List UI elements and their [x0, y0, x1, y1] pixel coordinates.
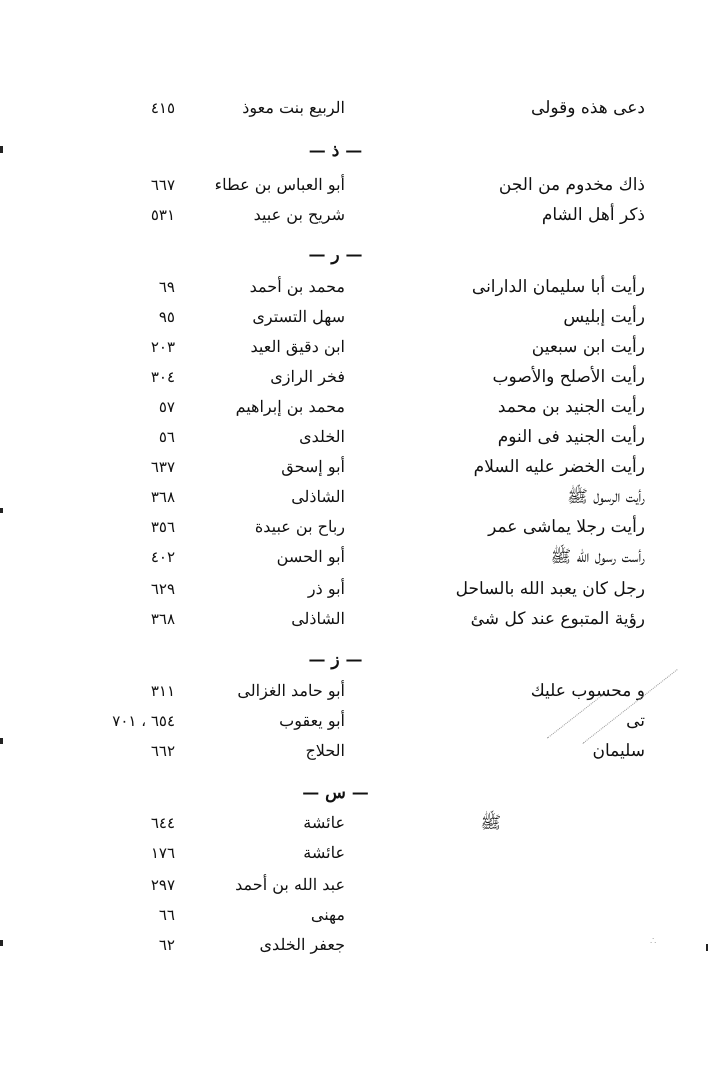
entry-narrator: رباح بن عبيدة	[254, 517, 345, 536]
entry-phrase: و محسوب عليك	[530, 681, 645, 701]
entry-narrator: الشاذلى	[291, 609, 345, 628]
entry-page: ٥٣١	[150, 206, 175, 224]
entry-phrase: رأيت الجنيد فى النوم	[497, 427, 645, 447]
entry-narrator: محمد بن أحمد	[249, 277, 345, 296]
entry-phrase: رأيت الأصلح والأصوب	[492, 367, 645, 387]
index-entry	[0, 930, 711, 960]
scan-margin-mark	[0, 508, 3, 513]
entry-narrator: أبو حامد الغزالى	[237, 681, 345, 700]
index-entry	[0, 452, 711, 482]
entry-narrator: الخلدى	[299, 427, 345, 446]
entry-page: ٣١١	[150, 682, 175, 700]
entry-page: ١٧٦	[150, 844, 175, 862]
entry-phrase: رأست رسول الله ﷺ	[550, 547, 645, 567]
entry-page: ٦٩	[158, 278, 175, 296]
entry-phrase: رأيت الجنيد بن محمد	[497, 397, 645, 417]
entry-page: ٣٠٤	[150, 368, 175, 386]
entry-narrator: سهل التسترى	[252, 307, 345, 326]
index-entry	[0, 482, 711, 512]
entry-narrator: أبو ذر	[307, 579, 345, 598]
entry-narrator: أبو إسحق	[281, 457, 345, 476]
index-entry	[0, 332, 711, 362]
scan-margin-mark	[0, 940, 3, 946]
entry-narrator: أبو العباس بن عطاء	[214, 175, 345, 194]
entry-page: ٦٢	[158, 936, 175, 954]
entry-phrase: ذاك مخدوم من الجن	[498, 175, 645, 195]
scan-margin-mark	[0, 146, 3, 153]
entry-page: ٢٠٣	[150, 338, 175, 356]
scan-margin-mark	[0, 738, 3, 744]
entry-page: ٦٤٤	[150, 814, 175, 832]
index-entry	[0, 574, 711, 604]
index-entry	[0, 542, 711, 572]
entry-narrator: الحلاج	[305, 741, 345, 760]
index-entry	[0, 736, 711, 766]
index-entry	[0, 604, 711, 634]
entry-narrator: عائشة	[303, 843, 345, 862]
index-entry	[0, 838, 711, 868]
index-entry	[0, 272, 711, 302]
entry-phrase: رأيت الخضر عليه السلام	[473, 457, 645, 477]
index-entry	[0, 808, 711, 838]
entry-page: ٤١٥	[150, 99, 175, 117]
entry-narrator: فخر الرازى	[270, 367, 345, 386]
index-entry	[0, 170, 711, 200]
entry-page: ٣٦٨	[150, 610, 175, 628]
entry-page: ٥٦	[158, 428, 175, 446]
entry-page: ٥٧	[158, 398, 175, 416]
index-entry	[0, 900, 711, 930]
entry-narrator: عائشة	[303, 813, 345, 832]
index-entry	[0, 362, 711, 392]
entry-narrator: جعفر الخلدى	[259, 935, 345, 954]
index-entry	[0, 512, 711, 542]
index-entry	[0, 422, 711, 452]
entry-phrase: رأيت إبليس	[563, 307, 645, 327]
section-header-zay: — ز —	[308, 650, 363, 670]
entry-narrator: أبو الحسن	[276, 547, 345, 566]
entry-narrator: شريح بن عبيد	[253, 205, 345, 224]
index-entry	[0, 93, 711, 123]
index-entry	[0, 302, 711, 332]
entry-page: ٦٢٩	[150, 580, 175, 598]
entry-phrase: رأيت رجلا يماشى عمر	[488, 517, 645, 537]
entry-page: ٦٦	[158, 906, 175, 924]
entry-phrase: رؤية المتبوع عند كل شئ	[470, 609, 645, 629]
section-header-ra: — ر —	[308, 245, 363, 265]
index-entry	[0, 200, 711, 230]
entry-page: ٦٦٧	[150, 176, 175, 194]
section-header-sin: — س —	[302, 783, 369, 803]
entry-page: ٤٠٢	[150, 548, 175, 566]
index-entry	[0, 392, 711, 422]
entry-phrase: رجل كان يعبد الله بالساحل	[455, 579, 645, 599]
entry-narrator: الشاذلى	[291, 487, 345, 506]
index-entry	[0, 676, 711, 706]
entry-narrator: ابن دقيق العيد	[250, 337, 345, 356]
entry-page: ٩٥	[158, 308, 175, 326]
entry-page: ٦٣٧	[150, 458, 175, 476]
entry-narrator: الربيع بنت معوذ	[242, 98, 345, 117]
scan-speck: ∴	[650, 936, 657, 947]
entry-phrase: ذكر أهل الشام	[541, 205, 645, 225]
entry-narrator: محمد بن إبراهيم	[235, 397, 345, 416]
entry-phrase: دعى هذه وقولى	[531, 98, 645, 118]
entry-page: ٣٦٨	[150, 488, 175, 506]
entry-phrase: رأيت ابن سبعين	[531, 337, 645, 357]
entry-phrase: تى	[626, 711, 645, 731]
entry-page: ٦٥٤ ، ٧٠١	[112, 712, 175, 730]
entry-narrator: أبو يعقوب	[279, 711, 345, 730]
entry-phrase: سليمان	[592, 741, 645, 761]
entry-phrase: رأيت أبا سليمان الدارانى	[471, 277, 645, 297]
index-entry	[0, 870, 711, 900]
entry-narrator: مهنى	[310, 905, 345, 924]
scan-margin-mark	[706, 944, 708, 951]
entry-phrase: ﷺ	[480, 813, 501, 833]
entry-page: ٦٦٢	[150, 742, 175, 760]
entry-narrator: عبد الله بن أحمد	[235, 875, 345, 894]
entry-phrase: رأيت الرسول ﷺ	[567, 487, 645, 507]
entry-page: ٣٥٦	[150, 518, 175, 536]
section-header-dhal: — ذ —	[308, 141, 363, 161]
entry-page: ٢٩٧	[150, 876, 175, 894]
index-entry	[0, 706, 711, 736]
